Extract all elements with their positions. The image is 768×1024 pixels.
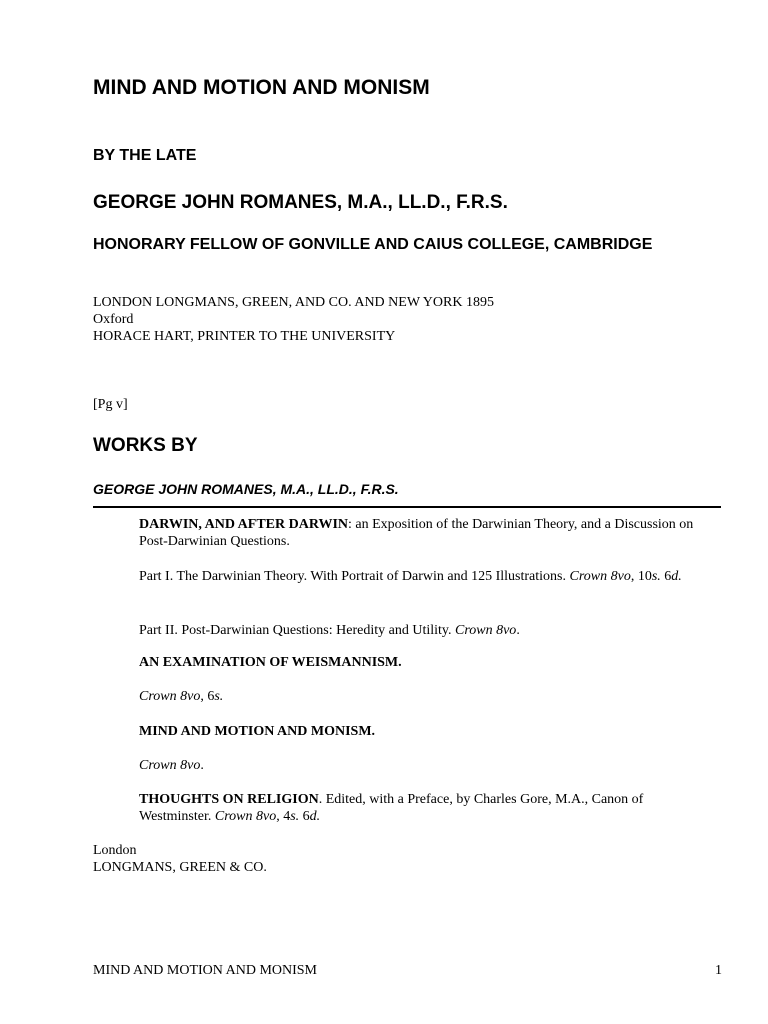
publisher-block — [93, 842, 267, 876]
work-mind-motion-title: MIND AND MOTION AND MONISM. — [139, 724, 376, 739]
work-weismannism — [139, 654, 402, 671]
author-name: GEORGE JOHN ROMANES, M.A., LL.D., F.R.S. — [93, 192, 508, 213]
part-1-price-pence: 6 — [660, 569, 672, 584]
work-darwin-title: DARWIN, AND AFTER DARWIN — [139, 517, 349, 532]
work-darwin-part-1 — [139, 568, 684, 585]
weismannism-shilling-mark: s. — [214, 689, 224, 704]
imprint-line-city: Oxford — [93, 312, 134, 327]
publisher-city: London — [93, 843, 137, 858]
thoughts-format: Crown 8vo — [214, 809, 277, 824]
imprint-line-publisher: LONDON LONGMANS, GREEN, AND CO. AND NEW YORK 1895 — [93, 295, 494, 310]
thoughts-price-pence: 6 — [299, 809, 310, 824]
work-thoughts-title: THOUGHTS ON RELIGION — [139, 792, 319, 807]
part-1-text: Part I. The Darwinian Theory. With Portrait of Darwin and 125 Illustrations. — [139, 569, 570, 584]
part-1-shilling-mark: s. — [651, 569, 661, 584]
imprint-line-printer: HORACE HART, PRINTER TO THE UNIVERSITY — [93, 329, 396, 344]
part-2-text: Part II. Post-Darwinian Questions: Heredity and Utility. — [139, 623, 455, 638]
thoughts-shilling-mark: s. — [290, 809, 300, 824]
mind-motion-end: . — [200, 758, 204, 773]
thoughts-pence-mark: d. — [309, 809, 321, 824]
part-1-pence-mark: d. — [671, 569, 682, 584]
work-thoughts-religion — [139, 791, 699, 825]
work-thoughts-description: . Edited, with a Preface, by Charles Gore, M.A., Canon of Westminster. — [139, 792, 644, 824]
works-heading: WORKS BY — [93, 435, 198, 456]
work-weismannism-price — [139, 688, 223, 705]
work-darwin — [139, 516, 699, 550]
work-weismannism-title: AN EXAMINATION OF WEISMANNISM. — [139, 655, 402, 670]
work-darwin-part-2 — [139, 622, 520, 639]
work-mind-motion — [139, 723, 375, 740]
mind-motion-format: Crown 8vo — [139, 758, 201, 773]
work-mind-motion-price — [139, 757, 204, 774]
work-darwin-description: : an Exposition of the Darwinian Theory, and a Discussion on Post-Darwinian Questions. — [139, 517, 694, 549]
part-1-format: Crown 8vo — [569, 569, 631, 584]
weismannism-price-shillings: , 6 — [200, 689, 215, 704]
book-title: MIND AND MOTION AND MONISM — [93, 76, 430, 99]
part-1-price-shillings: , 10 — [630, 569, 652, 584]
thoughts-price-shillings: , 4 — [276, 809, 291, 824]
publisher-name: LONGMANS, GREEN & CO. — [93, 860, 267, 875]
works-author: GEORGE JOHN ROMANES, M.A., LL.D., F.R.S. — [93, 481, 399, 497]
weismannism-format: Crown 8vo — [139, 689, 201, 704]
page-reference: [Pg v] — [93, 397, 128, 412]
by-line: BY THE LATE — [93, 147, 197, 164]
author-fellowship: HONORARY FELLOW OF GONVILLE AND CAIUS COLLEGE, CAMBRIDGE — [93, 236, 653, 253]
part-2-format: Crown 8vo — [454, 623, 517, 638]
footer-running-title: MIND AND MOTION AND MONISM — [93, 963, 318, 978]
divider-rule — [93, 506, 721, 508]
part-2-end: . — [516, 623, 520, 638]
footer-page-number: 1 — [715, 963, 722, 978]
imprint — [93, 294, 494, 345]
